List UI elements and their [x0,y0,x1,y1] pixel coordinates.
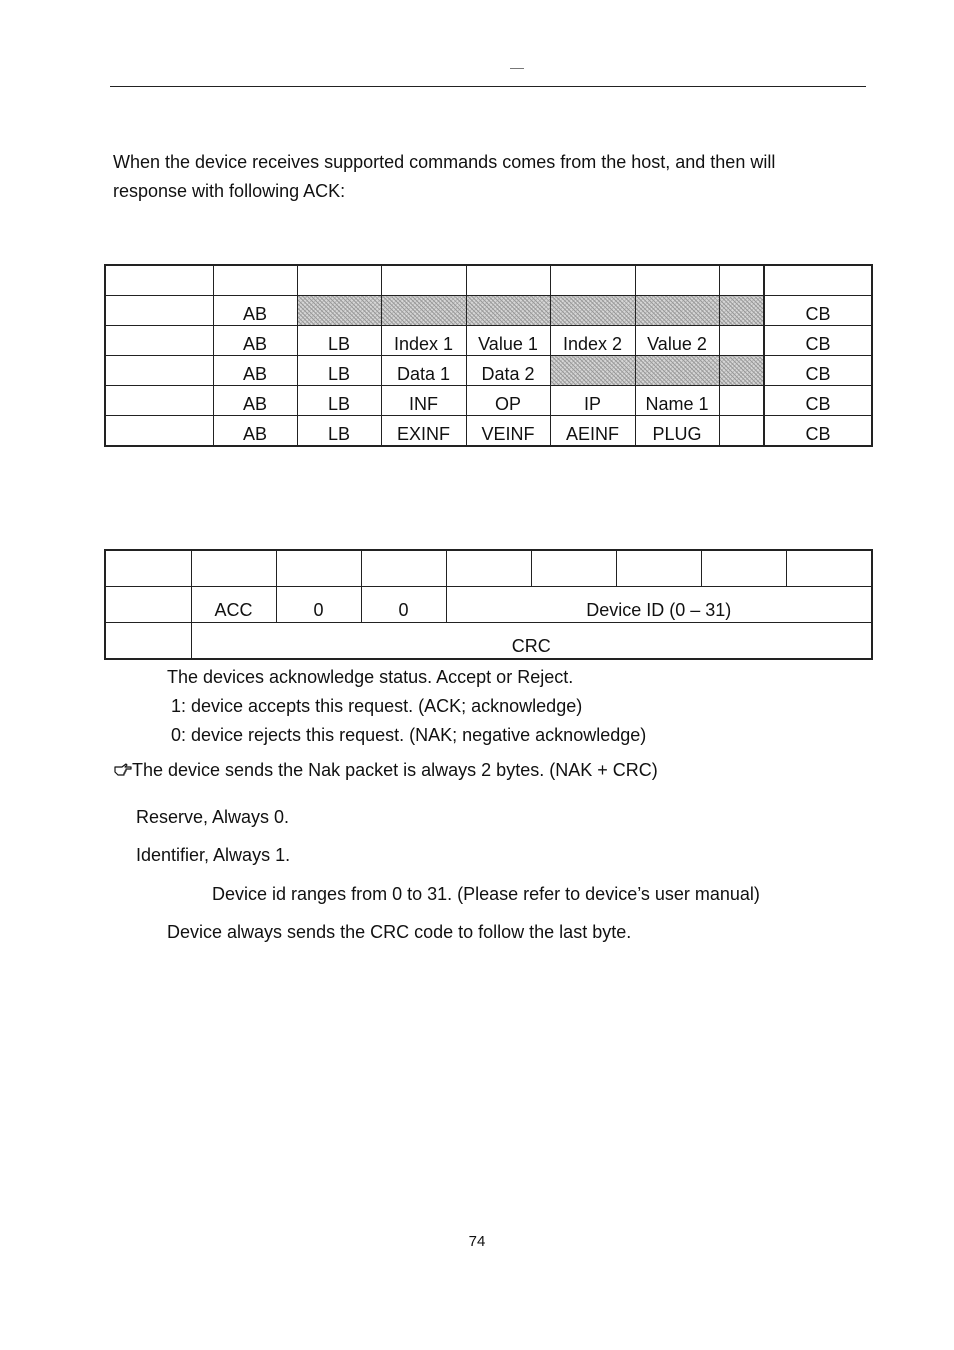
header-mark [510,68,524,69]
ack-cell [213,265,297,296]
ack-row [105,416,872,447]
ack-row [105,386,872,416]
ack-status-note: The devices acknowledge status. Accept or Reject. [167,667,574,687]
ack-cell: OP [466,386,550,416]
ack-cell [466,265,550,296]
ack-cell: Data 1 [381,356,466,386]
packet-cell [446,550,531,587]
ack-shaded-cell [381,296,466,326]
ack-shaded-cell [719,296,764,326]
packet-cell [191,550,276,587]
ack-accept-note: 1: device accepts this request. (ACK; acknowledge) [171,696,583,716]
crc-note: Device always sends the CRC code to follow the last byte. [167,922,632,942]
ack-cell: CB [764,386,872,416]
ack-cell: Name 1 [635,386,719,416]
ack-cell: LB [297,416,381,447]
ack-cell [719,326,764,356]
ack-cell: AEINF [550,416,635,447]
ack-cell: LB [297,386,381,416]
device-id-note: Device id ranges from 0 to 31. (Please refer to device’s user manual) [212,884,760,904]
ack-cell: Index 2 [550,326,635,356]
ack-shaded-cell [466,296,550,326]
ack-shaded-cell [635,356,719,386]
ack-cell [764,265,872,296]
ack-cell [105,386,213,416]
identifier-bit-cell: 0 [361,587,446,623]
ack-cell [105,356,213,386]
reserve-bit-cell: 0 [276,587,361,623]
ack-cell: AB [213,326,297,356]
ack-cell: AB [213,386,297,416]
acc-bit-cell: ACC [191,587,276,623]
ack-cell [635,265,719,296]
crc-cell: CRC [191,623,872,660]
ack-cell: Value 1 [466,326,550,356]
intro-paragraph: When the device receives supported commands comes from the host, and then will response with following ACK: [113,152,776,201]
ack-cell [105,416,213,447]
ack-cell: LB [297,356,381,386]
ack-cell: VEINF [466,416,550,447]
ack-row [105,356,872,386]
ack-cell: CB [764,326,872,356]
ack-cell: Index 1 [381,326,466,356]
ack-cell: CB [764,416,872,447]
hand-pointing-right-icon [114,763,132,777]
ack-cell: Value 2 [635,326,719,356]
ack-cell [719,265,764,296]
header-rule [110,86,866,87]
packet-cell [276,550,361,587]
ack-cell [105,296,213,326]
nak-note [114,760,658,781]
packet-cell [105,587,191,623]
ack-cell: INF [381,386,466,416]
reserve-note: Reserve, Always 0. [136,807,290,827]
nak-note-text: The device sends the Nak packet is always 2 bytes. (NAK + CRC) [132,760,658,780]
ack-cell [550,265,635,296]
ack-cell: Data 2 [466,356,550,386]
ack-cell [719,386,764,416]
ack-shaded-cell [297,296,381,326]
ack-cell: PLUG [635,416,719,447]
ack-cell [105,326,213,356]
ack-packet-table [104,549,873,660]
ack-cell: CB [764,356,872,386]
ack-cell: EXINF [381,416,466,447]
ack-cell: IP [550,386,635,416]
packet-byte1-row [105,587,872,623]
ack-cell: AB [213,296,297,326]
ack-shaded-cell [550,356,635,386]
ack-cell: AB [213,356,297,386]
ack-row [105,326,872,356]
ack-header-row [105,265,872,296]
packet-cell [105,550,191,587]
ack-shaded-cell [635,296,719,326]
packet-cell [701,550,786,587]
packet-cell [361,550,446,587]
ack-response-table [104,264,873,447]
ack-cell: AB [213,416,297,447]
packet-cell [105,623,191,660]
ack-cell [719,416,764,447]
packet-cell [786,550,872,587]
ack-reject-note: 0: device rejects this request. (NAK; negative acknowledge) [171,725,647,745]
ack-shaded-cell [550,296,635,326]
packet-header-row [105,550,872,587]
page-number: 74 [468,1233,486,1250]
ack-cell [297,265,381,296]
ack-cell: LB [297,326,381,356]
ack-cell: CB [764,296,872,326]
packet-cell [531,550,616,587]
ack-row [105,296,872,326]
ack-cell [381,265,466,296]
ack-cell [105,265,213,296]
device-id-cell: Device ID (0 – 31) [446,587,872,623]
packet-cell [616,550,701,587]
identifier-note: Identifier, Always 1. [136,845,291,865]
ack-shaded-cell [719,356,764,386]
packet-byte2-row [105,623,872,660]
